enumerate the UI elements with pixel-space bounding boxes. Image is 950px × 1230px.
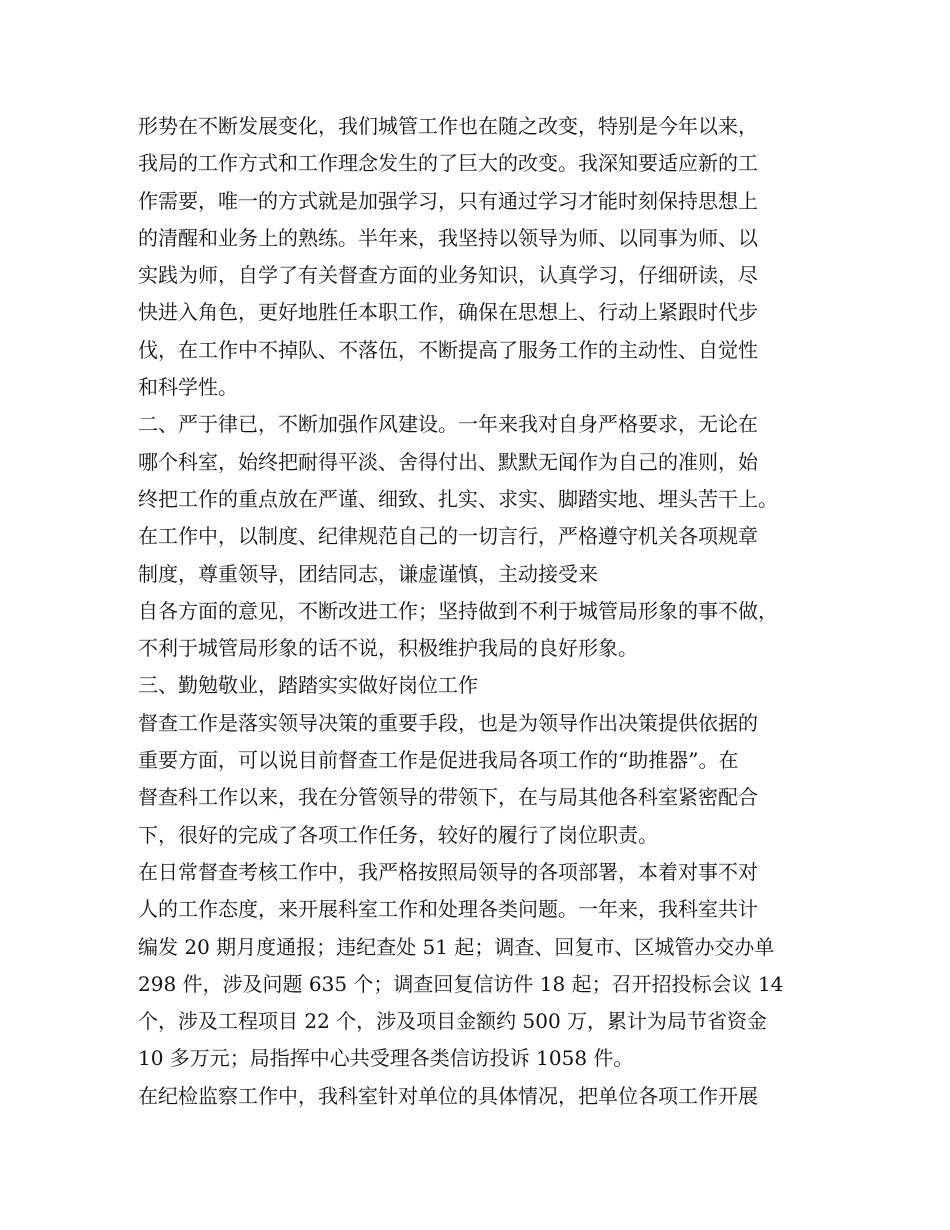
- text-line: 个，涉及工程项目 22 个，涉及项目金额约 500 万，累计为局节省资金: [138, 1009, 768, 1034]
- text-line: 我局的工作方式和工作理念发生的了巨大的改变。我深知要适应新的工: [138, 151, 758, 176]
- text-line: 不利于城管局形象的话不说，积极维护我局的良好形象。: [138, 636, 638, 661]
- text-line: 编发 20 期月度通报；违纪查处 51 起；调查、回复市、区城管办交办单: [138, 934, 775, 959]
- text-line: 作需要，唯一的方式就是加强学习，只有通过学习才能时刻保持思想上: [138, 188, 758, 213]
- text-line: 在日常督查考核工作中，我严格按照局领导的各项部署，本着对事不对: [138, 859, 758, 884]
- text-line: 快进入角色，更好地胜任本职工作，确保在思想上、行动上紧跟时代步: [138, 300, 758, 325]
- text-line: 10 多万元；局指挥中心共受理各类信访投诉 1058 件。: [138, 1046, 634, 1071]
- section-heading-line: 二、严于律已，不断加强作风建设。一年来我对自身严格要求，无论在: [138, 412, 758, 437]
- text-line: 制度，尊重领导，团结同志，谦虚谨慎，主动接受来: [138, 561, 598, 586]
- text-line: 在工作中，以制度、纪律规范自己的一切言行，严格遵守机关各项规章: [138, 524, 758, 549]
- text-line: 形势在不断发展变化，我们城管工作也在随之改变，特别是今年以来，: [138, 114, 758, 138]
- text-line: 实践为师，自学了有关督查方面的业务知识，认真学习，仔细研读，尽: [138, 263, 758, 288]
- text-line: 的清醒和业务上的熟练。半年来，我坚持以领导为师、以同事为师、以: [138, 225, 758, 250]
- text-line: 下，很好的完成了各项工作任务，较好的履行了岗位职责。: [138, 822, 658, 847]
- text-line: 督查工作是落实领导决策的重要手段，也是为领导作出决策提供依据的: [138, 710, 758, 735]
- text-line: 自各方面的意见，不断改进工作；坚持做到不利于城管局形象的事不做，: [138, 598, 778, 623]
- text-line: 伐，在工作中不掉队、不落伍，不断提高了服务工作的主动性、自觉性: [138, 337, 758, 362]
- text-line: 哪个科室，始终把耐得平淡、舍得付出、默默无闻作为自己的准则，始: [138, 449, 758, 474]
- text-line: 督查科工作以来，我在分管领导的带领下，在与局其他各科室紧密配合: [138, 785, 758, 810]
- text-line: 在纪检监察工作中，我科室针对单位的具体情况，把单位各项工作开展: [138, 1083, 758, 1108]
- document-body: [138, 108, 818, 1115]
- text-line: 和科学性。: [138, 375, 238, 400]
- text-line: 终把工作的重点放在严谨、细致、扎实、求实、脚踏实地、埋头苦干上。: [138, 486, 778, 511]
- text-line: 人的工作态度，来开展科室工作和处理各类问题。一年来，我科室共计: [138, 897, 758, 922]
- text-line: 298 件，涉及问题 635 个；调查回复信访件 18 起；召开招投标会议 14: [138, 971, 784, 996]
- section-heading-line: 三、勤勉敬业，踏踏实实做好岗位工作: [138, 673, 478, 698]
- text-line: 重要方面，可以说目前督查工作是促进我局各项工作的“助推器”。在: [138, 748, 739, 773]
